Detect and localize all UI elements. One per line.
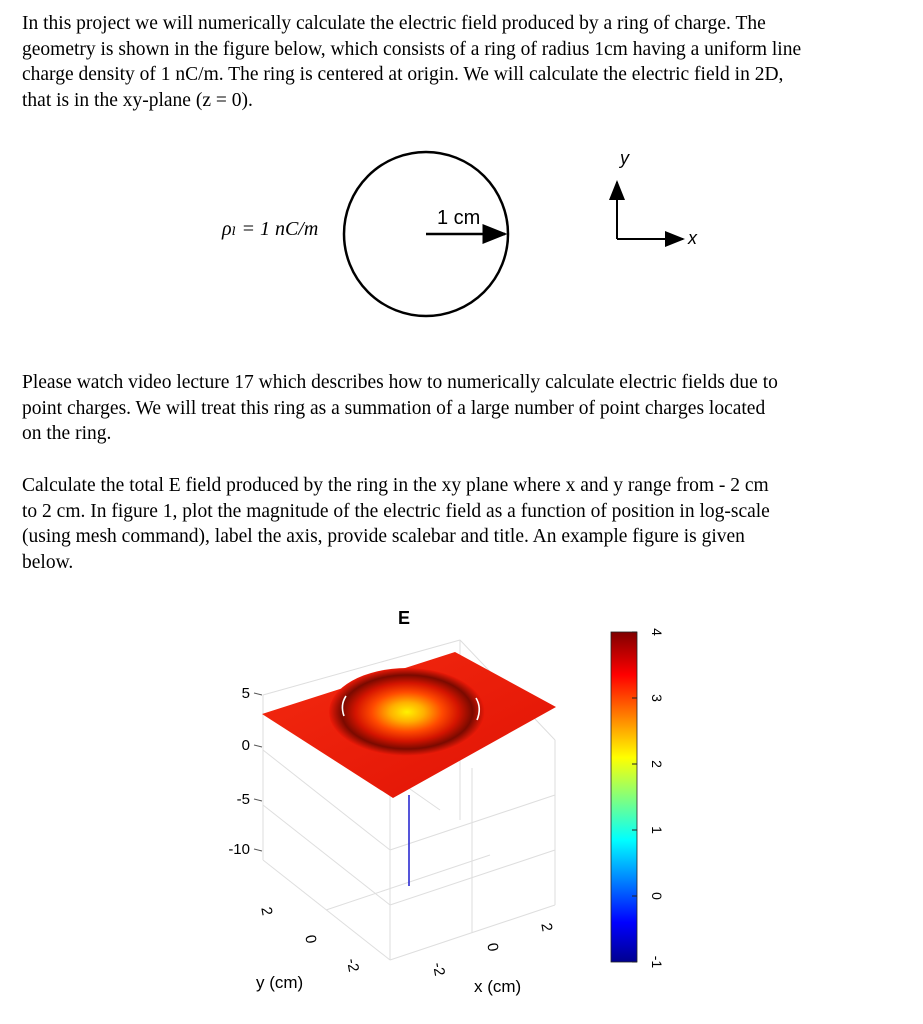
- task-paragraph: [22, 473, 902, 575]
- z-tick-label: 5: [241, 685, 250, 702]
- colorbar: [611, 632, 637, 962]
- y-axis-label: y: [620, 148, 629, 168]
- example-surface-plot: [0, 600, 923, 1024]
- field-dip: [329, 668, 485, 756]
- colorbar-tick-label: 0: [649, 892, 665, 900]
- task-line: Calculate the total E field produced by the ring in the xy plane where x and y range from - 2 cm: [22, 475, 769, 496]
- y-tick-labels: [257, 906, 362, 974]
- colorbar-tick-label: 1: [649, 826, 665, 834]
- colorbar-tick-label: 3: [649, 694, 665, 702]
- intro-line: that is in the xy-plane (z = 0).: [22, 89, 253, 111]
- z-tick-mark: [254, 693, 262, 695]
- z-tick-label: -10: [228, 841, 250, 858]
- x-axis-title: x (cm): [474, 977, 522, 996]
- y-axis-title: y (cm): [256, 973, 304, 992]
- colorbar-tick-label: 2: [649, 760, 665, 768]
- colorbar-tick-label: -1: [649, 955, 665, 969]
- video-line: on the ring.: [22, 423, 112, 444]
- intro-line: charge density of 1 nC/m. The ring is centered at origin. We will calculate the electric field in 2D,: [22, 64, 784, 85]
- z-tick-label: 0: [241, 737, 250, 754]
- y-tick-label: -2: [342, 957, 362, 974]
- task-line: to 2 cm. In figure 1, plot the magnitude of the electric field as a function of position in log-scale: [22, 500, 770, 522]
- density-label: ρₗ = 1 nC/m: [222, 218, 319, 240]
- intro-line: geometry is shown in the figure below, which consists of a ring of radius 1cm having a uniform line: [22, 38, 802, 60]
- video-paragraph: [22, 370, 902, 447]
- x-tick-label: 0: [483, 941, 502, 953]
- z-tick-labels: [228, 685, 262, 858]
- colorbar-tick-label: 4: [649, 628, 665, 636]
- video-line: point charges. We will treat this ring as a summation of a large number of point charges located: [22, 397, 766, 419]
- intro-line: In this project we will numerically calculate the electric field produced by a ring of charge. The: [22, 13, 766, 34]
- task-line: (using mesh command), label the axis, provide scalebar and title. An example figure is given: [22, 526, 745, 547]
- y-tick-label: 2: [257, 905, 276, 917]
- chart-title: E: [398, 608, 411, 628]
- x-tick-label: 2: [537, 921, 556, 933]
- y-tick-label: 0: [301, 933, 320, 945]
- z-tick-mark: [254, 799, 262, 801]
- ring-figure: [0, 140, 923, 370]
- task-line: below.: [22, 551, 74, 573]
- x-axis-label: x: [688, 228, 697, 248]
- radius-label: 1 cm: [437, 207, 481, 229]
- intro-paragraph: [22, 11, 902, 113]
- x-tick-labels: [429, 922, 556, 978]
- x-tick-label: -2: [428, 961, 448, 978]
- video-line: Please watch video lecture 17 which describes how to numerically calculate electric fields due to: [22, 372, 778, 393]
- z-tick-mark: [254, 849, 262, 851]
- z-tick-mark: [254, 745, 262, 747]
- z-tick-label: -5: [236, 791, 250, 808]
